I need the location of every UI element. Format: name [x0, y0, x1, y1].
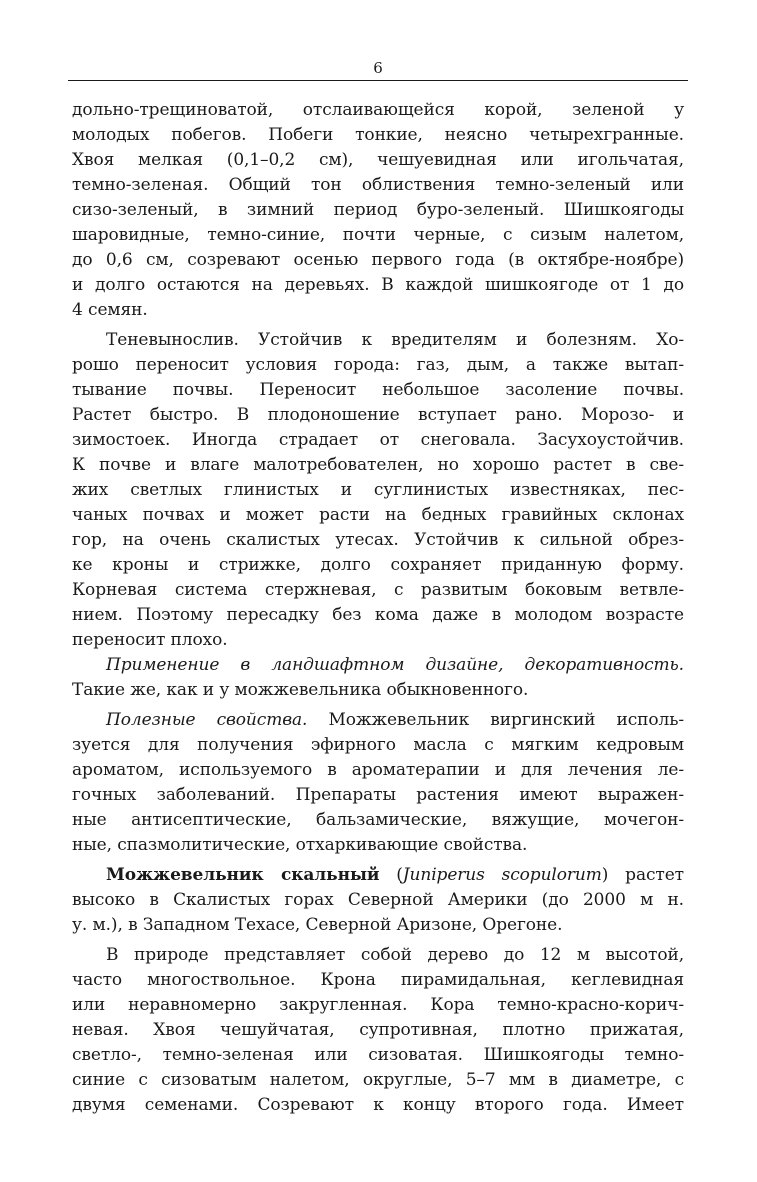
text-fragment: (: [379, 865, 403, 885]
text-line: переносит плохо.: [72, 630, 228, 650]
text-line: К почве и влаге малотребователен, но хорошо растет в све-: [72, 455, 684, 475]
text-line: Растет быстро. В плодоношение вступает рано. Морозо- и: [72, 405, 684, 425]
text-line: молодых побегов. Побеги тонкие, неясно четырехгранные.: [72, 125, 684, 145]
paragraph-nature: [72, 943, 684, 1118]
text-line: синие с сизоватым налетом, округлые, 5–7 мм в диаметре, с: [72, 1070, 684, 1090]
text-line: [72, 863, 684, 888]
text-line: дольно-трещиноватой, отслаивающейся корой, зеленой у: [72, 100, 684, 120]
text-fragment: Можжевельник виргинский исполь-: [307, 710, 684, 730]
text-line: часто многоствольное. Крона пирамидальная, кеглевидная: [72, 970, 684, 990]
paragraph-ecology: [72, 328, 684, 653]
latin-name: Juniperus scopulorum: [402, 865, 602, 885]
text-line: до 0,6 см, созревают осенью первого года (в октябре-ноябре): [72, 250, 684, 270]
paragraph-landscape-use: [72, 653, 684, 703]
text-line: [72, 708, 684, 733]
text-line: ные антисептические, бальзамические, вяжущие, мочегон-: [72, 810, 684, 830]
text-line: светло-, темно-зеленая или сизоватая. Шишкоягоды темно-: [72, 1045, 684, 1065]
text-line: зимостоек. Иногда страдает от снеговала. Засухоустойчив.: [72, 430, 684, 450]
text-line: темно-зеленая. Общий тон облиствения темно-зеленый или: [72, 175, 684, 195]
text-line: ароматом, используемого в ароматерапии и для лечения ле-: [72, 760, 684, 780]
text-line: тывание почвы. Переносит небольшое засоление почвы.: [72, 380, 684, 400]
text-line: гор, на очень скалистых утесах. Устойчив к сильной обрез-: [72, 530, 684, 550]
text-line: невая. Хвоя чешуйчатая, супротивная, плотно прижатая,: [72, 1020, 684, 1040]
text-line: чаных почвах и может расти на бедных гравийных склонах: [72, 505, 684, 525]
text-line: ке кроны и стрижке, долго сохраняет приданную форму.: [72, 555, 684, 575]
text-line: у. м.), в Западном Техасе, Северной Аризоне, Орегоне.: [72, 915, 563, 935]
text-line: жих светлых глинистых и суглинистых известняках, пес-: [72, 480, 684, 500]
text-line: нием. Поэтому пересадку без кома даже в молодом возрасте: [72, 605, 684, 625]
text-line: 4 семян.: [72, 300, 148, 320]
text-line: сизо-зеленый, в зимний период буро-зеленый. Шишкоягоды: [72, 200, 684, 220]
text-line: и долго остаются на деревьях. В каждой шишкоягоде от 1 до: [72, 275, 684, 295]
paragraph-description: [72, 98, 684, 323]
text-line: В природе представляет собой дерево до 12 м высотой,: [106, 945, 684, 965]
page-body: [72, 98, 684, 1118]
section-heading-useful: Полезные свойства.: [106, 710, 308, 730]
text-line: Корневая система стержневая, с развитым боковым ветвле-: [72, 580, 684, 600]
text-line: двумя семенами. Созревают к концу второго года. Имеет: [72, 1095, 684, 1115]
text-line: ные, спазмолитические, отхаркивающие свойства.: [72, 835, 528, 855]
species-name: Можжевельник скальный: [106, 865, 380, 885]
page-header: [68, 58, 688, 81]
text-line: Такие же, как и у можжевельника обыкновенного.: [72, 680, 529, 700]
text-fragment: ) растет: [601, 865, 684, 885]
text-line: Теневынослив. Устойчив к вредителям и болезням. Хо-: [106, 330, 684, 350]
text-line: высоко в Скалистых горах Северной Америки (до 2000 м н.: [72, 890, 684, 910]
paragraph-useful-properties: [72, 708, 684, 858]
page-number: 6: [373, 59, 383, 77]
text-line: Хвоя мелкая (0,1–0,2 см), чешуевидная или игольчатая,: [72, 150, 684, 170]
text-line: шаровидные, темно-синие, почти черные, с сизым налетом,: [72, 225, 684, 245]
paragraph-species-entry: [72, 863, 684, 938]
text-line: зуется для получения эфирного масла с мягким кедровым: [72, 735, 684, 755]
section-heading-landscape: Применение в ландшафтном дизайне, декоративность.: [106, 655, 684, 675]
text-line: рошо переносит условия города: газ, дым, а также вытап-: [72, 355, 684, 375]
book-page: [72, 58, 684, 1118]
text-line: гочных заболеваний. Препараты растения имеют выражен-: [72, 785, 684, 805]
text-line: или неравномерно закругленная. Кора темно-красно-корич-: [72, 995, 684, 1015]
